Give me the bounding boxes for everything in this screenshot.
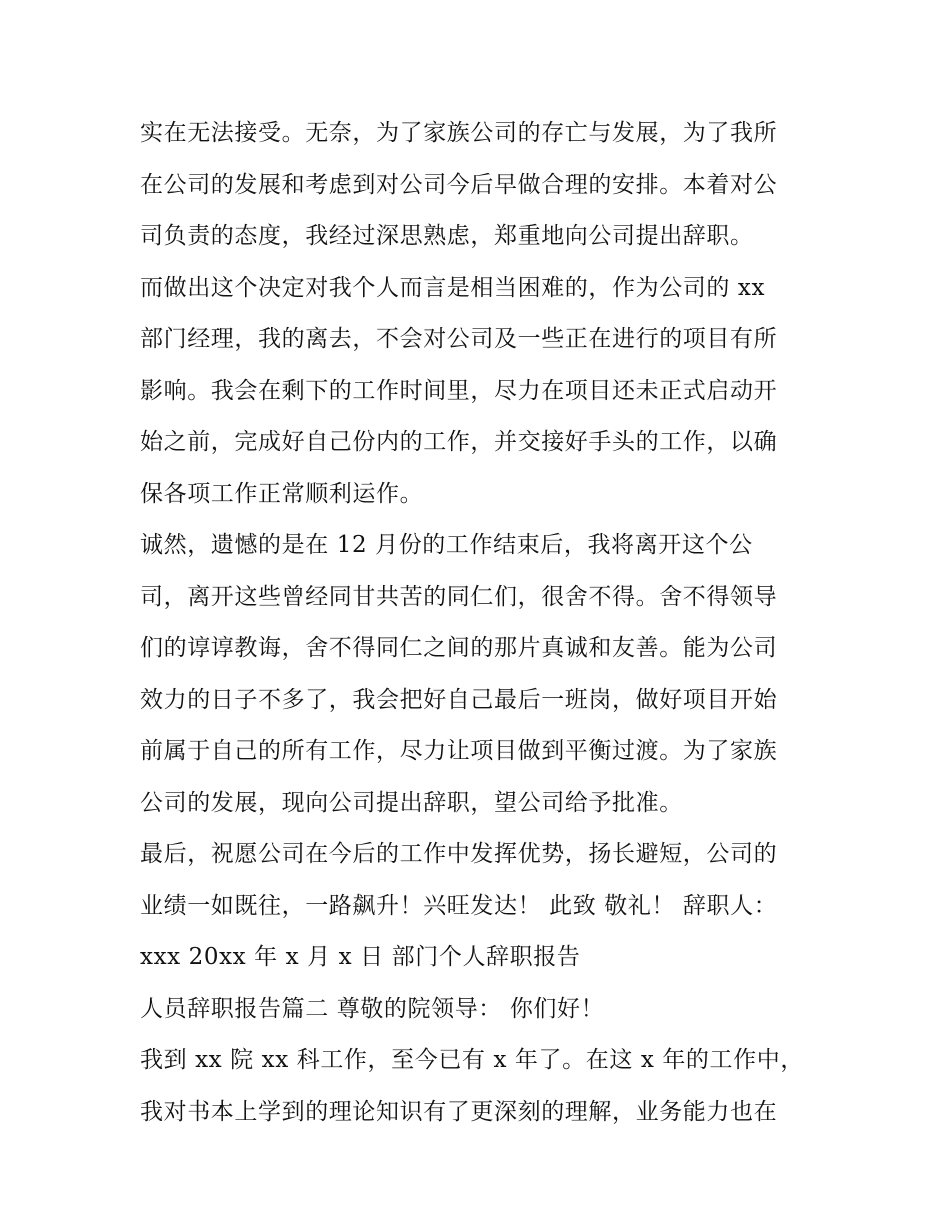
text-line-20: 我对书本上学到的理论知识有了更深刻的理解，业务能力也在 bbox=[140, 1098, 778, 1125]
text-line-18: 人员辞职报告篇二 尊敬的院领导： 你们好！ bbox=[140, 995, 605, 1022]
text-line-15: 最后，祝愿公司在今后的工作中发挥优势，扬长避短，公司的 bbox=[140, 841, 778, 867]
text-line-4: 而做出这个决定对我个人而言是相当困难的，作为公司的 xx bbox=[140, 274, 766, 301]
text-line-7: 始之前，完成好自己份内的工作，并交接好手头的工作，以确 bbox=[140, 429, 778, 455]
text-line-6: 影响。我会在剩下的工作时间里，尽力在项目还未正式启动开 bbox=[140, 377, 778, 404]
text-line-10: 司，离开这些曾经同甘共苦的同仁们，很舍不得。舍不得领导 bbox=[140, 583, 778, 610]
text-line-14: 公司的发展，现向公司提出辞职，望公司给予批准。 bbox=[140, 789, 683, 816]
text-line-9: 诚然，遗憾的是在 12 月份的工作结束后，我将离开这个公 bbox=[140, 532, 753, 558]
text-line-5: 部门经理，我的离去，不会对公司及一些正在进行的项目有所 bbox=[140, 326, 778, 352]
text-line-2: 在公司的发展和考虑到对公司今后早做合理的安排。本着对公 bbox=[140, 171, 778, 198]
text-line-13: 前属于自己的所有工作，尽力让项目做到平衡过渡。为了家族 bbox=[140, 738, 778, 764]
text-line-8: 保各项工作正常顺利运作。 bbox=[140, 480, 424, 507]
text-line-1: 实在无法接受。无奈，为了家族公司的存亡与发展，为了我所 bbox=[140, 120, 778, 146]
text-line-19: 我到 xx 院 xx 科工作，至今已有 x 年了。在这 x 年的工作中， bbox=[140, 1047, 804, 1073]
text-line-16: 业绩一如既往，一路飙升！兴旺发达！ 此致 敬礼！ 辞职人： bbox=[140, 892, 778, 919]
text-line-11: 们的谆谆教诲，舍不得同仁之间的那片真诚和友善。能为公司 bbox=[140, 635, 778, 661]
document-body bbox=[140, 108, 820, 1138]
text-line-17: xxx 20xx 年 x 月 x 日 部门个人辞职报告 bbox=[140, 944, 581, 970]
text-line-3: 司负责的态度，我经过深思熟虑，郑重地向公司提出辞职。 bbox=[140, 223, 754, 249]
text-line-12: 效力的日子不多了，我会把好自己最后一班岗，做好项目开始 bbox=[140, 686, 778, 713]
